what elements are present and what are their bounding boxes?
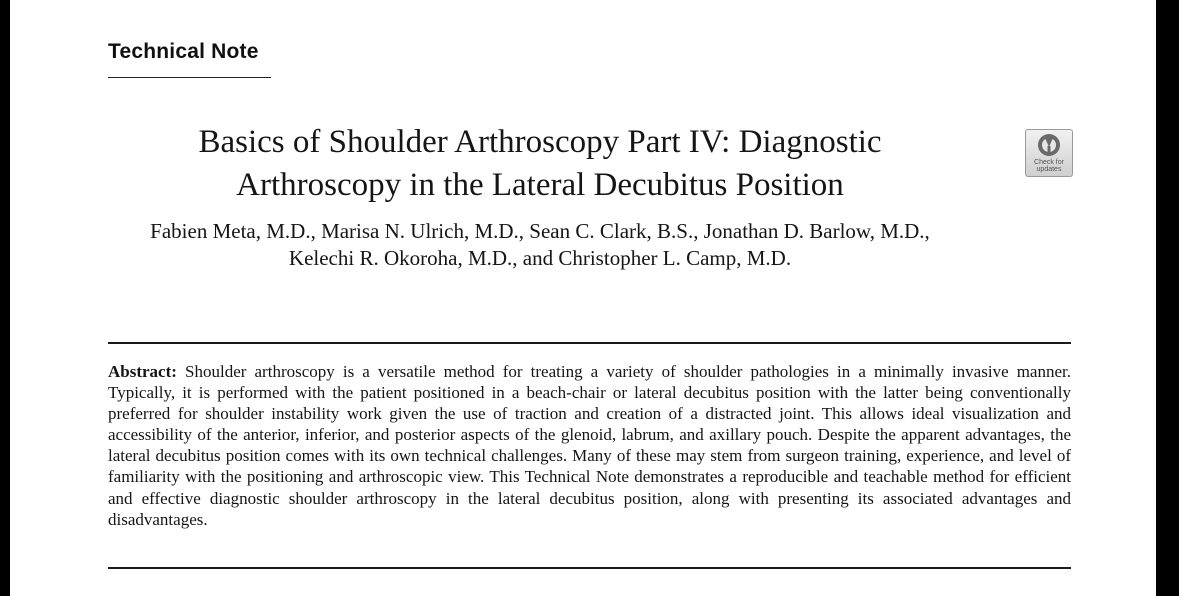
author-list <box>70 218 1010 272</box>
authors-line-2: Kelechi R. Okoroha, M.D., and Christopher L. Camp, M.D. <box>288 246 792 270</box>
section-label: Technical Note <box>108 40 259 63</box>
title-line-2: Arthroscopy in the Lateral Decubitus Position <box>236 167 844 203</box>
article-page <box>10 0 1156 596</box>
authors-line-1: Fabien Meta, M.D., Marisa N. Ulrich, M.D., Sean C. Clark, B.S., Jonathan D. Barlow, M.D., <box>150 219 930 243</box>
badge-text-line-2: updates <box>1036 166 1062 173</box>
badge-text-line-1: Check for <box>1034 159 1064 166</box>
abstract-text: Shoulder arthroscopy is a versatile method for treating a variety of shoulder pathologies in a minimally invasive manner. Typically, it is performed with the patient positioned in a beach-chair or lateral decubitus position with the latter being conventionally preferred for shoulder instability work given the use of traction and creation of a distracted joint. This allows ideal visualization and accessibility of the anterior, inferior, and posterior aspects of the glenoid, labrum, and axillary pouch. Despite the apparent advantages, the lateral decubitus position comes with its own technical challenges. Many of these may stem from surgeon training, experience, and level of familiarity with the positioning and arthroscopic view. This Technical Note demonstrates a reproducible and teachable method for efficient and effective diagnostic shoulder arthroscopy in the lateral decubitus position, along with presenting its associated advantages and disadvantages. <box>108 362 1072 529</box>
abstract-label: Abstract: <box>108 362 177 381</box>
badge-text <box>1026 159 1072 173</box>
check-for-updates-badge[interactable] <box>1025 129 1073 177</box>
article-title <box>100 121 980 207</box>
abstract-top-rule <box>108 342 1071 344</box>
section-underline <box>108 77 271 78</box>
abstract-paragraph <box>108 361 1071 530</box>
abstract-bottom-rule <box>108 567 1071 569</box>
title-line-1: Basics of Shoulder Arthroscopy Part IV: Diagnostic <box>198 124 882 160</box>
check-for-updates-icon <box>1037 133 1061 157</box>
